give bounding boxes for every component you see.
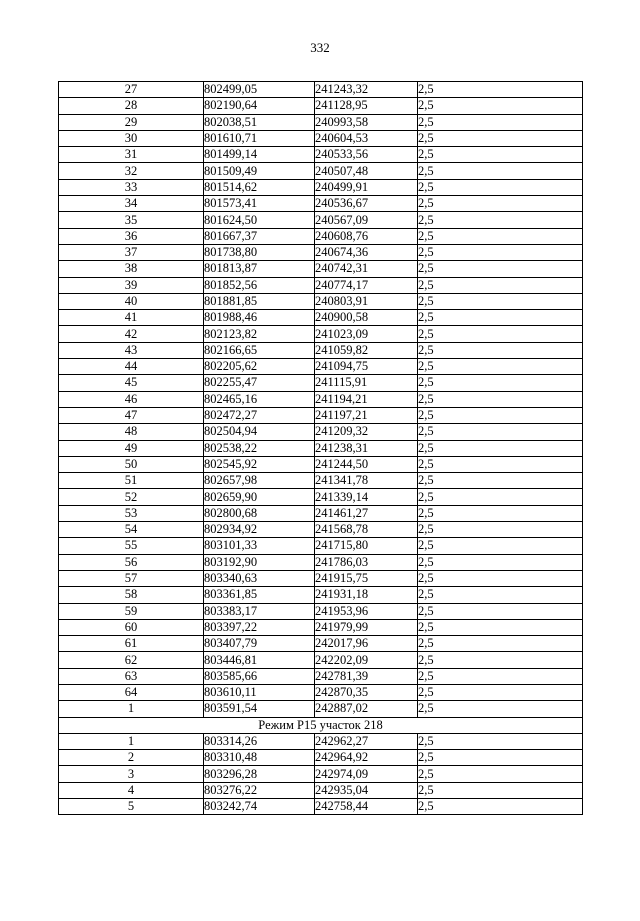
coord-x: 803314,26: [204, 733, 315, 749]
coord-y: 241461,27: [315, 505, 418, 521]
table-row: [59, 359, 583, 375]
point-number: 57: [59, 570, 204, 586]
point-number: 45: [59, 375, 204, 391]
point-number: 59: [59, 603, 204, 619]
coord-x: 801573,41: [204, 196, 315, 212]
value-h: 2,5: [418, 114, 583, 130]
coord-y: 241238,31: [315, 440, 418, 456]
coord-x: 802545,92: [204, 456, 315, 472]
coord-x: 802659,90: [204, 489, 315, 505]
coord-x: 803310,48: [204, 750, 315, 766]
point-number: 33: [59, 179, 204, 195]
value-h: 2,5: [418, 554, 583, 570]
coord-x: 801852,56: [204, 277, 315, 293]
value-h: 2,5: [418, 326, 583, 342]
coord-x: 801514,62: [204, 179, 315, 195]
value-h: 2,5: [418, 391, 583, 407]
table-row: [59, 750, 583, 766]
point-number: 3: [59, 766, 204, 782]
value-h: 2,5: [418, 342, 583, 358]
coord-x: 802465,16: [204, 391, 315, 407]
section-heading-block: [59, 717, 583, 733]
coord-y: 240774,17: [315, 277, 418, 293]
value-h: 2,5: [418, 212, 583, 228]
coord-y: 242202,09: [315, 652, 418, 668]
coord-y: 241094,75: [315, 359, 418, 375]
value-h: 2,5: [418, 750, 583, 766]
table-row: [59, 310, 583, 326]
coord-y: 240604,53: [315, 130, 418, 146]
value-h: 2,5: [418, 636, 583, 652]
point-number: 27: [59, 82, 204, 98]
table-row: [59, 652, 583, 668]
value-h: 2,5: [418, 407, 583, 423]
point-number: 49: [59, 440, 204, 456]
point-number: 60: [59, 619, 204, 635]
value-h: 2,5: [418, 684, 583, 700]
coord-y: 240993,58: [315, 114, 418, 130]
value-h: 2,5: [418, 163, 583, 179]
coord-y: 240533,56: [315, 147, 418, 163]
point-number: 43: [59, 342, 204, 358]
point-number: 46: [59, 391, 204, 407]
section-heading-row: [59, 717, 583, 733]
point-number: 4: [59, 782, 204, 798]
point-number: 28: [59, 98, 204, 114]
table-row: [59, 782, 583, 798]
point-number: 47: [59, 407, 204, 423]
coord-x: 803192,90: [204, 554, 315, 570]
coord-x: 803383,17: [204, 603, 315, 619]
coord-y: 242964,92: [315, 750, 418, 766]
value-h: 2,5: [418, 619, 583, 635]
coord-y: 241243,32: [315, 82, 418, 98]
coord-y: 241931,18: [315, 587, 418, 603]
table-row: [59, 407, 583, 423]
coord-x: 802205,62: [204, 359, 315, 375]
coord-y: 241244,50: [315, 456, 418, 472]
coord-x: 803591,54: [204, 701, 315, 717]
table-row: [59, 456, 583, 472]
point-number: 32: [59, 163, 204, 179]
coord-x: 802657,98: [204, 473, 315, 489]
table-row: [59, 505, 583, 521]
table-row: [59, 114, 583, 130]
value-h: 2,5: [418, 733, 583, 749]
coord-y: 240567,09: [315, 212, 418, 228]
coord-y: 242758,44: [315, 799, 418, 815]
value-h: 2,5: [418, 668, 583, 684]
table-row: [59, 244, 583, 260]
point-number: 5: [59, 799, 204, 815]
coord-y: 241715,80: [315, 538, 418, 554]
coord-y: 241341,78: [315, 473, 418, 489]
point-number: 30: [59, 130, 204, 146]
table-row: [59, 701, 583, 717]
point-number: 38: [59, 261, 204, 277]
coord-x: 801813,87: [204, 261, 315, 277]
table-row: [59, 733, 583, 749]
value-h: 2,5: [418, 538, 583, 554]
coord-x: 803407,79: [204, 636, 315, 652]
value-h: 2,5: [418, 82, 583, 98]
table-row: [59, 587, 583, 603]
table-row: [59, 766, 583, 782]
coord-x: 802472,27: [204, 407, 315, 423]
value-h: 2,5: [418, 522, 583, 538]
table-row: [59, 130, 583, 146]
table-row: [59, 212, 583, 228]
coord-x: 803340,63: [204, 570, 315, 586]
coord-x: 803242,74: [204, 799, 315, 815]
coord-y: 241953,96: [315, 603, 418, 619]
coord-y: 241915,75: [315, 570, 418, 586]
table-row: [59, 375, 583, 391]
coordinates-block-2: [59, 733, 583, 814]
coord-x: 802123,82: [204, 326, 315, 342]
coord-y: 240674,36: [315, 244, 418, 260]
point-number: 51: [59, 473, 204, 489]
coord-y: 241197,21: [315, 407, 418, 423]
coord-y: 241568,78: [315, 522, 418, 538]
point-number: 36: [59, 228, 204, 244]
table-row: [59, 98, 583, 114]
coord-y: 241194,21: [315, 391, 418, 407]
value-h: 2,5: [418, 652, 583, 668]
value-h: 2,5: [418, 701, 583, 717]
coordinates-block-1: [59, 82, 583, 718]
coord-y: 241209,32: [315, 424, 418, 440]
section-heading: Режим Р15 участок 218: [59, 717, 583, 733]
coord-x: 801738,80: [204, 244, 315, 260]
table-row: [59, 684, 583, 700]
coord-y: 241115,91: [315, 375, 418, 391]
table-row: [59, 179, 583, 195]
value-h: 2,5: [418, 98, 583, 114]
value-h: 2,5: [418, 196, 583, 212]
value-h: 2,5: [418, 277, 583, 293]
table-row: [59, 603, 583, 619]
coord-y: 242781,39: [315, 668, 418, 684]
table-row: [59, 489, 583, 505]
point-number: 42: [59, 326, 204, 342]
table-row: [59, 522, 583, 538]
coord-y: 241023,09: [315, 326, 418, 342]
coord-x: 802934,92: [204, 522, 315, 538]
coord-x: 803585,66: [204, 668, 315, 684]
table-row: [59, 799, 583, 815]
coord-y: 241059,82: [315, 342, 418, 358]
table-row: [59, 570, 583, 586]
table-row: [59, 391, 583, 407]
coord-y: 241128,95: [315, 98, 418, 114]
table-row: [59, 636, 583, 652]
point-number: 64: [59, 684, 204, 700]
table-row: [59, 196, 583, 212]
coord-x: 803276,22: [204, 782, 315, 798]
value-h: 2,5: [418, 359, 583, 375]
point-number: 53: [59, 505, 204, 521]
coord-x: 802538,22: [204, 440, 315, 456]
value-h: 2,5: [418, 505, 583, 521]
coord-x: 803610,11: [204, 684, 315, 700]
coord-x: 803101,33: [204, 538, 315, 554]
table-row: [59, 342, 583, 358]
point-number: 1: [59, 733, 204, 749]
table-row: [59, 228, 583, 244]
coord-x: 801988,46: [204, 310, 315, 326]
coord-x: 802190,64: [204, 98, 315, 114]
value-h: 2,5: [418, 228, 583, 244]
coord-x: 803397,22: [204, 619, 315, 635]
table-row: [59, 619, 583, 635]
coord-y: 240499,91: [315, 179, 418, 195]
coord-y: 240803,91: [315, 293, 418, 309]
coord-x: 802038,51: [204, 114, 315, 130]
coord-y: 241339,14: [315, 489, 418, 505]
point-number: 61: [59, 636, 204, 652]
point-number: 48: [59, 424, 204, 440]
point-number: 41: [59, 310, 204, 326]
point-number: 44: [59, 359, 204, 375]
value-h: 2,5: [418, 244, 583, 260]
value-h: 2,5: [418, 440, 583, 456]
value-h: 2,5: [418, 456, 583, 472]
table-row: [59, 668, 583, 684]
point-number: 54: [59, 522, 204, 538]
point-number: 34: [59, 196, 204, 212]
coord-y: 240742,31: [315, 261, 418, 277]
coordinates-table: [58, 81, 583, 815]
point-number: 31: [59, 147, 204, 163]
table-row: [59, 82, 583, 98]
coord-x: 801881,85: [204, 293, 315, 309]
coord-y: 240608,76: [315, 228, 418, 244]
point-number: 62: [59, 652, 204, 668]
value-h: 2,5: [418, 293, 583, 309]
coord-y: 240536,67: [315, 196, 418, 212]
value-h: 2,5: [418, 782, 583, 798]
coord-x: 802499,05: [204, 82, 315, 98]
table-row: [59, 277, 583, 293]
point-number: 29: [59, 114, 204, 130]
point-number: 55: [59, 538, 204, 554]
coord-x: 801509,49: [204, 163, 315, 179]
value-h: 2,5: [418, 603, 583, 619]
table-row: [59, 293, 583, 309]
coord-y: 240507,48: [315, 163, 418, 179]
point-number: 2: [59, 750, 204, 766]
value-h: 2,5: [418, 570, 583, 586]
value-h: 2,5: [418, 799, 583, 815]
coord-y: 241979,99: [315, 619, 418, 635]
coord-x: 801499,14: [204, 147, 315, 163]
point-number: 58: [59, 587, 204, 603]
coord-y: 242935,04: [315, 782, 418, 798]
point-number: 39: [59, 277, 204, 293]
coord-y: 242974,09: [315, 766, 418, 782]
coord-y: 242887,02: [315, 701, 418, 717]
value-h: 2,5: [418, 424, 583, 440]
table-row: [59, 473, 583, 489]
table-row: [59, 440, 583, 456]
point-number: 37: [59, 244, 204, 260]
coord-y: 242017,96: [315, 636, 418, 652]
page-number: 332: [310, 40, 330, 55]
value-h: 2,5: [418, 310, 583, 326]
table-row: [59, 326, 583, 342]
coord-x: 802166,65: [204, 342, 315, 358]
table-row: [59, 538, 583, 554]
point-number: 52: [59, 489, 204, 505]
coord-x: 803361,85: [204, 587, 315, 603]
coord-x: 802800,68: [204, 505, 315, 521]
coord-y: 241786,03: [315, 554, 418, 570]
coord-y: 240900,58: [315, 310, 418, 326]
value-h: 2,5: [418, 766, 583, 782]
value-h: 2,5: [418, 489, 583, 505]
point-number: 35: [59, 212, 204, 228]
point-number: 1: [59, 701, 204, 717]
coord-x: 803446,81: [204, 652, 315, 668]
coord-y: 242962,27: [315, 733, 418, 749]
point-number: 40: [59, 293, 204, 309]
table-row: [59, 163, 583, 179]
value-h: 2,5: [418, 473, 583, 489]
coord-x: 803296,28: [204, 766, 315, 782]
value-h: 2,5: [418, 261, 583, 277]
value-h: 2,5: [418, 130, 583, 146]
value-h: 2,5: [418, 179, 583, 195]
coord-x: 802504,94: [204, 424, 315, 440]
value-h: 2,5: [418, 587, 583, 603]
coord-x: 801610,71: [204, 130, 315, 146]
coord-x: 801624,50: [204, 212, 315, 228]
coord-y: 242870,35: [315, 684, 418, 700]
table-row: [59, 424, 583, 440]
table-row: [59, 554, 583, 570]
value-h: 2,5: [418, 375, 583, 391]
point-number: 63: [59, 668, 204, 684]
point-number: 50: [59, 456, 204, 472]
table-row: [59, 147, 583, 163]
coord-x: 801667,37: [204, 228, 315, 244]
value-h: 2,5: [418, 147, 583, 163]
point-number: 56: [59, 554, 204, 570]
table-row: [59, 261, 583, 277]
coord-x: 802255,47: [204, 375, 315, 391]
